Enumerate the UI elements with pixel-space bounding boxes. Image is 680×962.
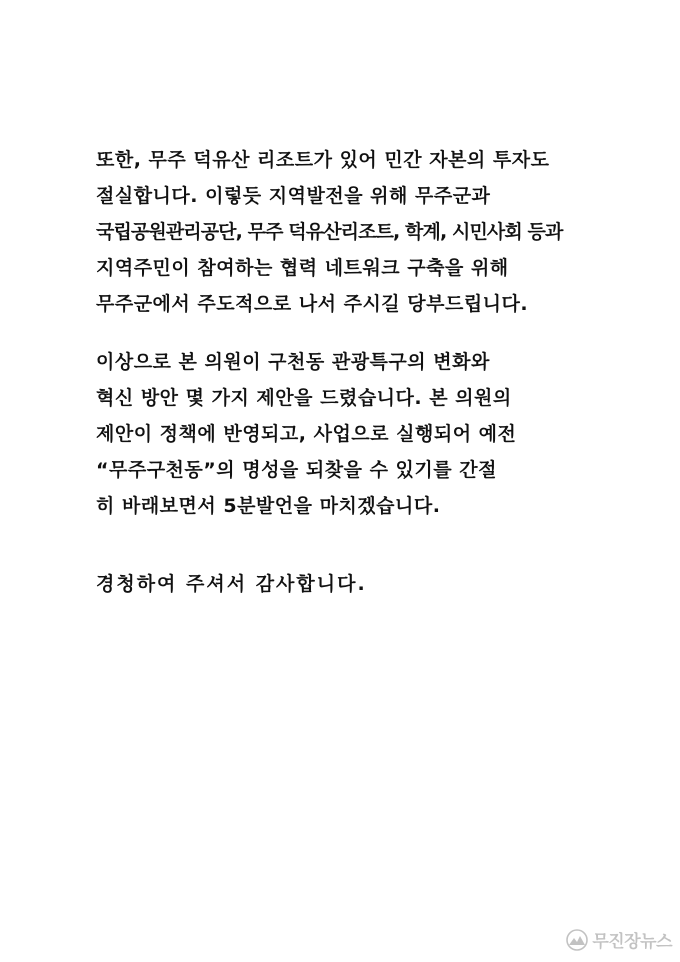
text-line: 국립공원관리공단, 무주 덕유산리조트, 학계, 시민사회 등과 bbox=[96, 221, 563, 243]
text-line: 제안이 정책에 반영되고, 사업으로 실행되어 예전 bbox=[96, 423, 517, 445]
paragraph-closing-proposal bbox=[96, 344, 596, 524]
text-line: “무주구천동”의 명성을 되찾을 수 있기를 간절 bbox=[96, 459, 497, 481]
text-line: 절실합니다. 이렇듯 지역발전을 위해 무주군과 bbox=[96, 185, 491, 207]
paragraph-thanks bbox=[96, 566, 596, 602]
text-line: 무주군에서 주도적으로 나서 주시길 당부드립니다. bbox=[96, 293, 529, 315]
text-line: 이상으로 본 의원이 구천동 관광특구의 변화와 bbox=[96, 351, 490, 373]
paragraph-investment bbox=[96, 142, 596, 322]
text-line: 혁신 방안 몇 가지 제안을 드렸습니다. 본 의원의 bbox=[96, 387, 512, 409]
text-line: 경청하여 주셔서 감사합니다. bbox=[96, 573, 367, 595]
watermark bbox=[566, 927, 672, 952]
watermark-text: 무진장뉴스 bbox=[592, 932, 672, 952]
text-line: 지역주민이 참여하는 협력 네트워크 구축을 위해 bbox=[96, 257, 509, 279]
mountain-logo-icon bbox=[566, 929, 588, 951]
text-line: 또한, 무주 덕유산 리조트가 있어 민간 자본의 투자도 bbox=[96, 149, 550, 171]
text-line: 히 바래보면서 5분발언을 마치겠습니다. bbox=[96, 495, 441, 517]
